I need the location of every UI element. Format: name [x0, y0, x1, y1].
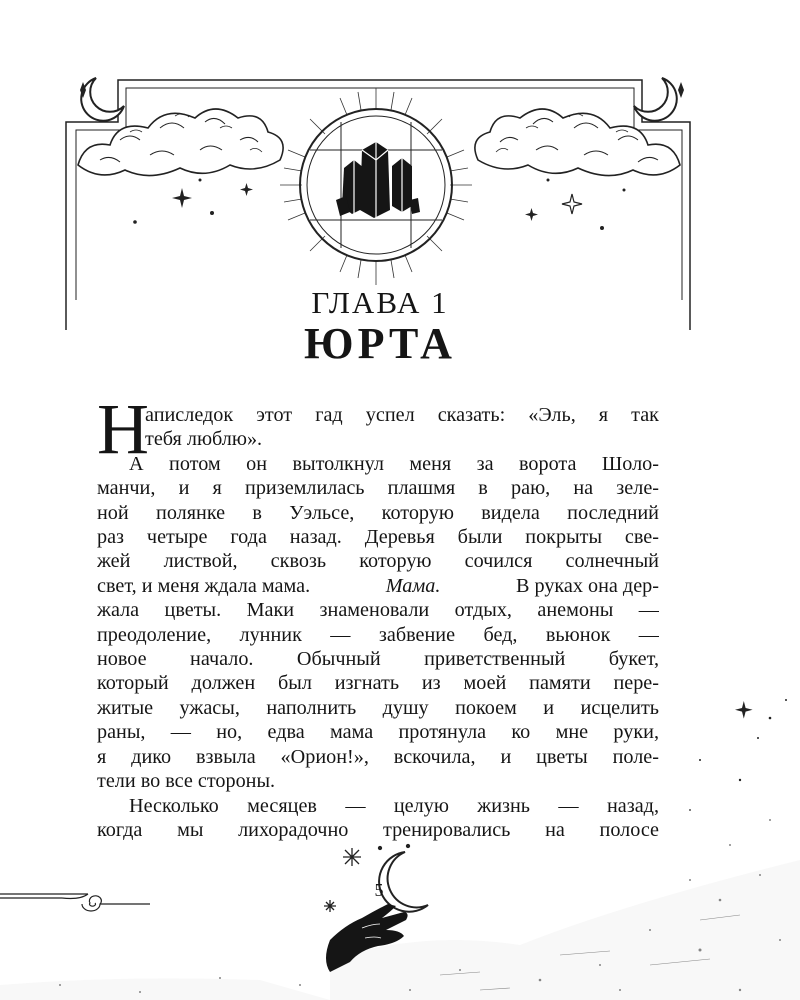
text-line: тели во все стороны.: [97, 770, 276, 793]
text-line: преодоление, лунник — забвение бед, вьюнок —: [97, 623, 659, 646]
text-line: раз четыре года назад. Деревья были покрыты све-: [97, 526, 659, 549]
text-line: манчи, и я приземлилась плашмя в раю, на зеле-: [97, 477, 659, 500]
flourish-ornament: [0, 894, 150, 911]
text-fragment: свет, и меня ждала мама.: [97, 574, 311, 597]
chapter-label: ГЛАВА 1: [311, 285, 449, 320]
text-line: Несколько месяцев — целую жизнь — назад,: [129, 794, 659, 817]
text-line: ной полянке в Уэльсе, которую видела последний: [97, 501, 659, 524]
text-line: тебя люблю».: [145, 428, 263, 451]
text-line: жала цветы. Маки знаменовали отдых, анемоны —: [97, 599, 659, 622]
emphasis-text: Мама.: [385, 574, 441, 597]
text-line: житые ужасы, наполнить душу покоем и исцелить: [97, 696, 659, 719]
text-line: А потом он вытолкнул меня за ворота Шоло-: [129, 452, 659, 475]
chapter-title: ЮРТА: [304, 319, 456, 368]
crystal-medallion: [280, 88, 472, 285]
text-line: жей листвой, сквозь которую сочился солнечный: [97, 550, 659, 573]
drop-cap: Н: [97, 389, 149, 469]
text-line: который должен был изгнать из моей памяти пере-: [97, 672, 659, 695]
body-text: [97, 389, 659, 842]
text-line: аписледок этот гад успел сказать: «Эль, я так: [145, 404, 659, 426]
text-line: новое начало. Обычный приветственный букет,: [97, 648, 659, 671]
page-number: 5: [374, 880, 384, 900]
star-icon: [689, 699, 787, 811]
text-line: раны, — но, едва мама протянула ко мне руки,: [97, 721, 659, 744]
text-fragment: В руках она дер-: [515, 574, 659, 597]
text-line: я дико взвыла «Орион!», вскочила, и цветы поле-: [97, 745, 659, 768]
text-line: когда мы лихорадочно тренировались на полосе: [97, 818, 659, 841]
text-line: [97, 574, 659, 598]
crystal-icon: [336, 142, 420, 218]
